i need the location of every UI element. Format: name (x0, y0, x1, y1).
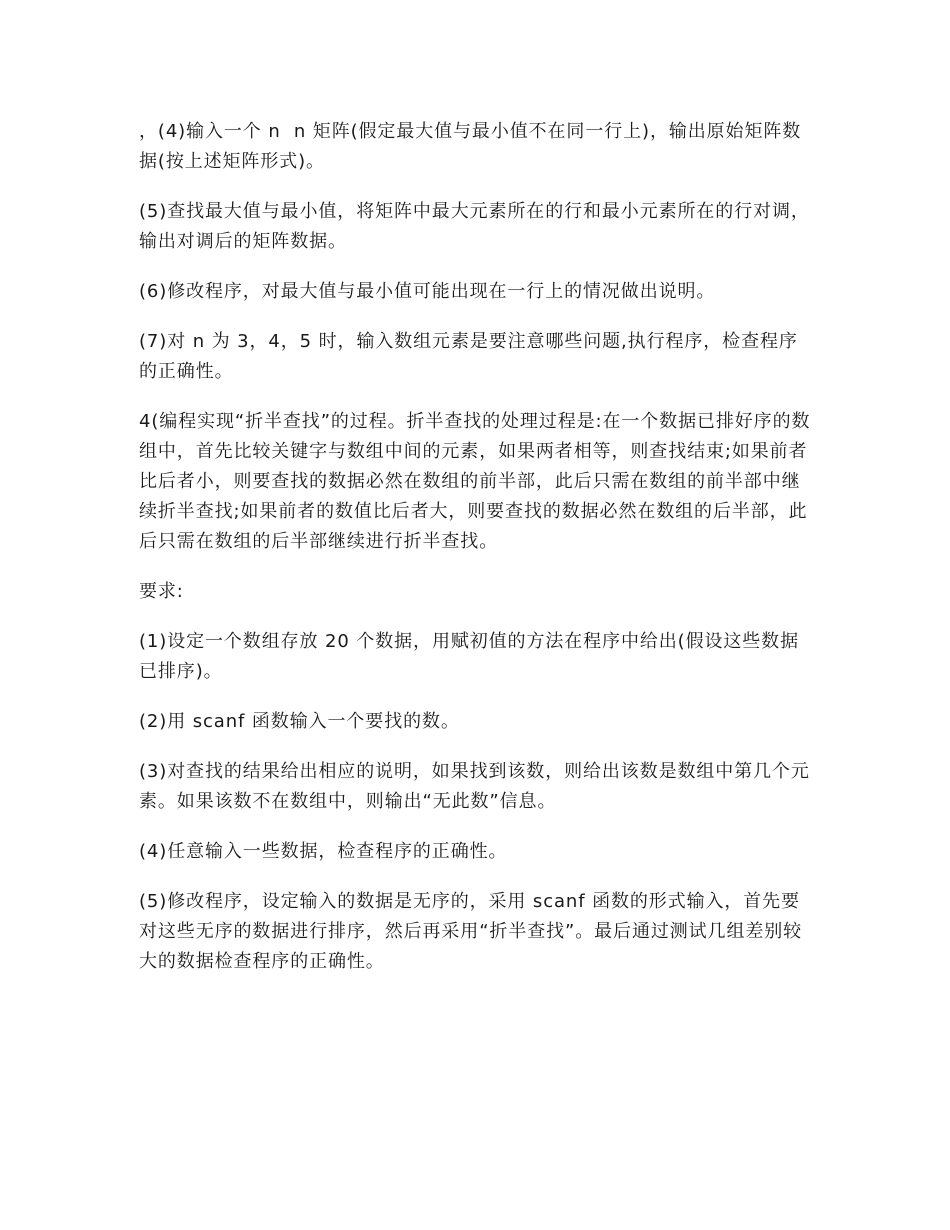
document-page (139, 117, 811, 997)
paragraph-req-5: (5)修改程序，设定输入的数据是无序的，采用 scanf 函数的形式输入，首先要对这些无序的数据进行排序，然后再采用“折半查找”。最后通过测试几组差别较大的数据检查程序的正确性。 (139, 891, 803, 972)
paragraph-req-2: (2)用 scanf 函数输入一个要找的数。 (139, 711, 460, 732)
paragraph-req-4: (4)任意输入一些数据，检查程序的正确性。 (139, 841, 508, 862)
paragraph-swap-rows: (5)查找最大值与最小值，将矩阵中最大元素所在的行和最小元素所在的行对调，输出对调后的矩阵数据。 (139, 201, 810, 252)
paragraph-n-values: (7)对 n 为 3，4，5 时，输入数组元素是要注意哪些问题,执行程序，检查程序的正确性。 (139, 331, 798, 382)
paragraph-req-3: (3)对查找的结果给出相应的说明，如果找到该数，则给出该数是数组中第几个元素。如果该数不在数组中，则输出“无此数”信息。 (139, 761, 810, 812)
paragraph-req-1: (1)设定一个数组存放 20 个数据，用赋初值的方法在程序中给出(假设这些数据已排序)。 (139, 631, 799, 682)
paragraph-modify-program: (6)修改程序，对最大值与最小值可能出现在一行上的情况做出说明。 (139, 281, 716, 302)
paragraph-matrix-input: ，(4)输入一个 n n 矩阵(假定最大值与最小值不在同一行上)，输出原始矩阵数据(按上述矩阵形式)。 (139, 121, 802, 172)
paragraph-requirements-heading: 要求: (139, 581, 184, 602)
paragraph-binary-search-intro: 4(编程实现“折半查找”的过程。折半查找的处理过程是:在一个数据已排好序的数组中，首先比较关键字与数组中间的元素，如果两者相等，则查找结束;如果前者比后者小，则要查找的数据必然在数组的前半部，此后只需在数组的前半部中继续折半查找;如果前者的数值比后者大，则要查找的数据必然在数组的后半部，此后只需在数组的后半部继续进行折半查找。 (139, 411, 811, 552)
